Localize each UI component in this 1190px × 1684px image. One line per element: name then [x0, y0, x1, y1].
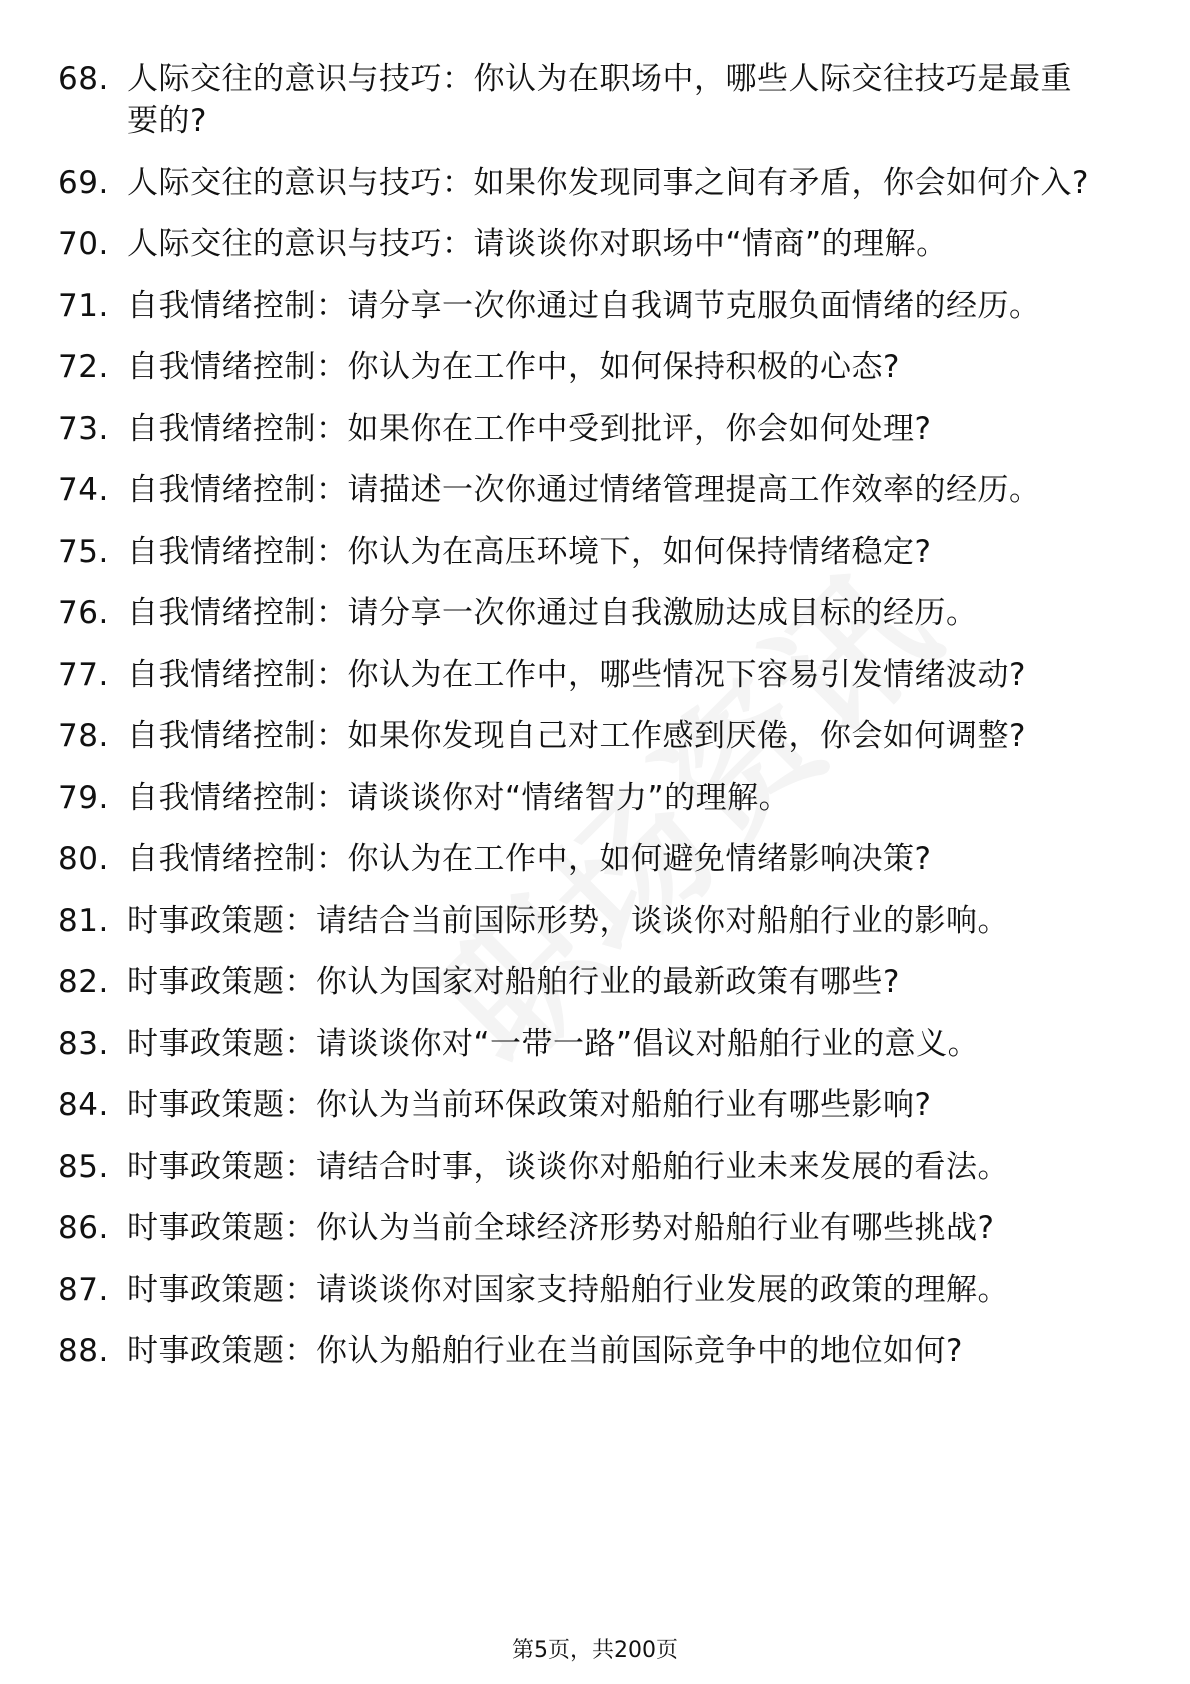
question-number: 76.: [58, 595, 109, 631]
question-item-72: [0, 346, 1190, 388]
question-number: 70.: [58, 226, 109, 262]
question-text: 自我情绪控制：你认为在高压环境下，如何保持情绪稳定?: [127, 533, 932, 570]
question-item-77: [0, 654, 1190, 696]
question-item-76: [0, 592, 1190, 634]
question-item-69: [0, 162, 1190, 204]
question-number: 79.: [58, 779, 109, 816]
question-item-74: [0, 469, 1190, 511]
question-text: 人际交往的意识与技巧：如果你发现同事之间有矛盾，你会如何介入?: [127, 164, 1089, 201]
question-number: 71.: [58, 287, 109, 324]
question-item-86: [0, 1207, 1190, 1249]
question-number: 84.: [58, 1087, 109, 1123]
question-list: [0, 58, 1190, 1392]
question-item-73: [0, 408, 1190, 450]
question-number: 88.: [58, 1333, 109, 1369]
question-text: 时事政策题：你认为当前全球经济形势对船舶行业有哪些挑战?: [127, 1210, 995, 1246]
question-number: 75.: [58, 533, 109, 570]
question-item-81: [0, 900, 1190, 942]
question-number: 82.: [58, 964, 109, 1000]
question-number: 83.: [58, 1025, 109, 1062]
question-number: 78.: [58, 718, 109, 754]
question-item-87: [0, 1269, 1190, 1311]
question-number: 85.: [58, 1148, 109, 1185]
question-number: 81.: [58, 902, 109, 939]
question-text: 自我情绪控制：如果你在工作中受到批评，你会如何处理?: [127, 410, 932, 447]
question-text: 时事政策题：请结合当前国际形势，谈谈你对船舶行业的影响。: [127, 902, 1009, 939]
question-text: 人际交往的意识与技巧：你认为在职场中，哪些人际交往技巧是最重要的?: [127, 61, 1072, 139]
question-item-85: [0, 1146, 1190, 1188]
question-item-75: [0, 531, 1190, 573]
question-text: 时事政策题：你认为当前环保政策对船舶行业有哪些影响?: [127, 1087, 932, 1123]
question-number: 74.: [58, 472, 109, 508]
question-text: 自我情绪控制：请描述一次你通过情绪管理提高工作效率的经历。: [127, 472, 1041, 508]
question-item-71: [0, 285, 1190, 327]
page-footer: 第5页，共200页: [512, 1638, 678, 1663]
question-text: 自我情绪控制：你认为在工作中，如何保持积极的心态?: [127, 349, 900, 385]
question-text: 时事政策题：请谈谈你对国家支持船舶行业发展的政策的理解。: [127, 1271, 1009, 1308]
question-text: 时事政策题：请结合时事，谈谈你对船舶行业未来发展的看法。: [127, 1148, 1009, 1185]
question-number: 77.: [58, 656, 109, 693]
question-number: 68.: [58, 61, 109, 97]
question-number: 69.: [58, 164, 109, 201]
question-item-84: [0, 1084, 1190, 1126]
question-text: 人际交往的意识与技巧：请谈谈你对职场中“情商”的理解。: [127, 226, 948, 262]
question-text: 自我情绪控制：请谈谈你对“情绪智力”的理解。: [127, 779, 791, 816]
question-item-70: [0, 223, 1190, 265]
question-item-88: [0, 1330, 1190, 1372]
question-text: 时事政策题：你认为船舶行业在当前国际竞争中的地位如何?: [127, 1333, 963, 1369]
question-number: 87.: [58, 1271, 109, 1308]
question-number: 80.: [58, 841, 109, 877]
question-item-78: [0, 715, 1190, 757]
question-text: 自我情绪控制：请分享一次你通过自我调节克服负面情绪的经历。: [127, 287, 1041, 324]
question-item-79: [0, 777, 1190, 819]
question-text: 自我情绪控制：请分享一次你通过自我激励达成目标的经历。: [127, 595, 978, 631]
question-number: 72.: [58, 349, 109, 385]
question-number: 86.: [58, 1210, 109, 1246]
question-item-83: [0, 1023, 1190, 1065]
question-item-68: [0, 58, 1190, 142]
question-text: 自我情绪控制：你认为在工作中，如何避免情绪影响决策?: [127, 841, 932, 877]
question-item-82: [0, 961, 1190, 1003]
question-text: 自我情绪控制：如果你发现自己对工作感到厌倦，你会如何调整?: [127, 718, 1026, 754]
question-number: 73.: [58, 410, 109, 447]
question-text: 时事政策题：请谈谈你对“一带一路”倡议对船舶行业的意义。: [127, 1025, 980, 1062]
question-text: 自我情绪控制：你认为在工作中，哪些情况下容易引发情绪波动?: [127, 656, 1026, 693]
question-text: 时事政策题：你认为国家对船舶行业的最新政策有哪些?: [127, 964, 900, 1000]
question-item-80: [0, 838, 1190, 880]
